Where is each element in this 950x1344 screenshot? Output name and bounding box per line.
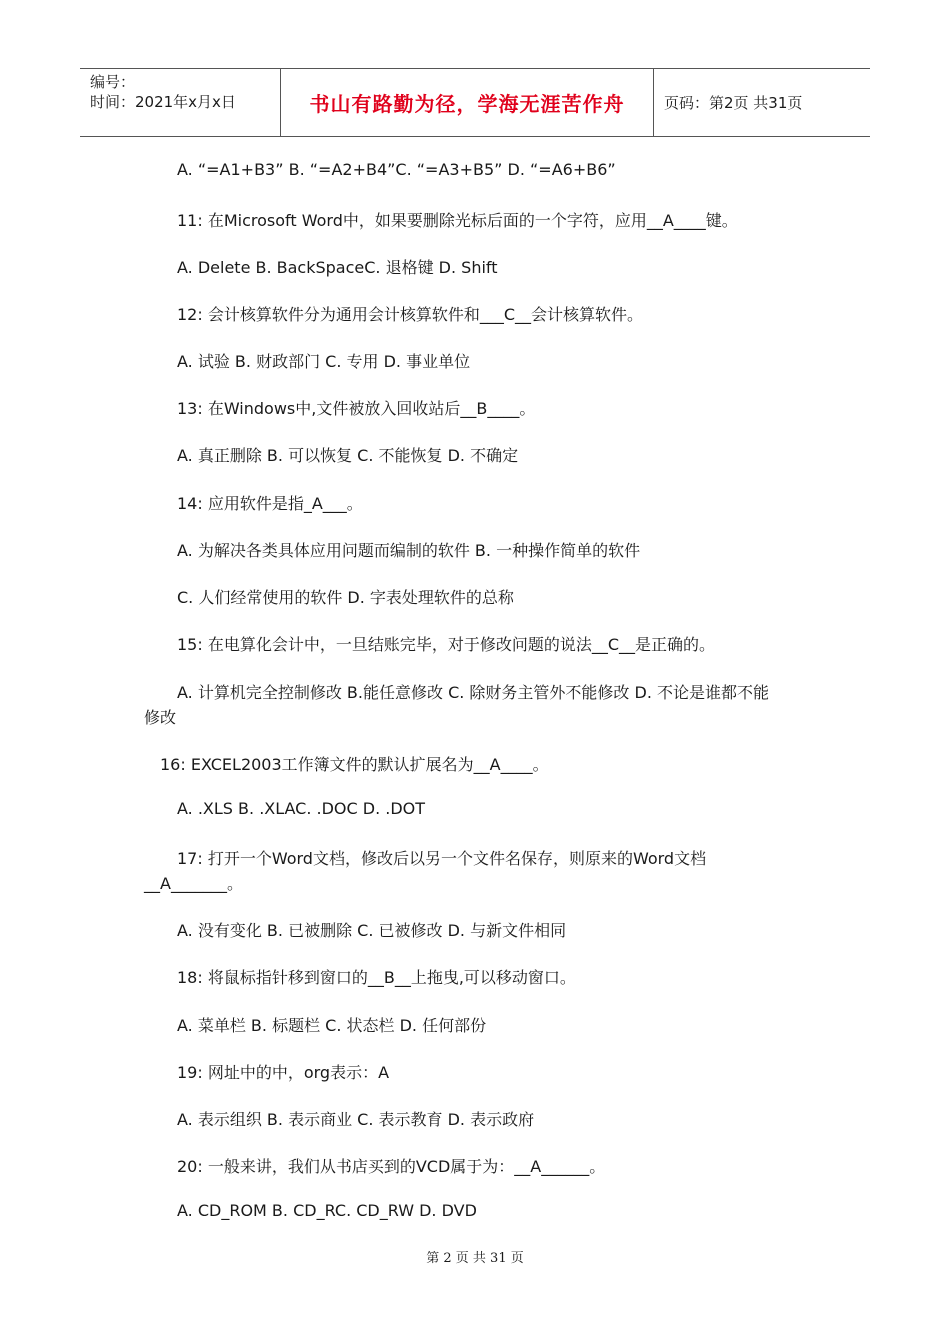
question-line: 13: 在Windows中,文件被放入回收站后__B____。 — [177, 399, 536, 418]
option-line: A. 试验 B. 财政部门 C. 专用 D. 事业单位 — [177, 352, 471, 371]
page-info: 页码：第2页 共31页 — [664, 94, 803, 112]
option-line: A. 为解决各类具体应用问题而编制的软件 B. 一种操作简单的软件 — [177, 541, 641, 560]
question-line: 19: 网址中的中，org表示：A — [177, 1063, 390, 1082]
question-line: 20: 一般来讲，我们从书店买到的VCD属于为：__A______。 — [177, 1157, 606, 1176]
option-line: A. .XLS B. .XLAC. .DOC D. .DOT — [177, 799, 426, 818]
question-line: 15: 在电算化会计中，一旦结账完毕，对于修改问题的说法__C__是正确的。 — [177, 635, 716, 654]
option-line: A. 计算机完全控制修改 B.能任意修改 C. 除财务主管外不能修改 D. 不论是谁都不能 — [177, 683, 769, 702]
page-header — [80, 68, 870, 137]
number-label: 编号： — [90, 73, 136, 91]
question-line: 14: 应用软件是指_A___。 — [177, 494, 363, 513]
question-line: 11: 在Microsoft Word中，如果要删除光标后面的一个字符，应用__A____键。 — [177, 211, 738, 230]
motto: 书山有路勤为径，学海无涯苦作舟 — [309, 92, 625, 116]
option-line: A. 真正删除 B. 可以恢复 C. 不能恢复 D. 不确定 — [177, 446, 519, 465]
question-line: 18: 将鼠标指针移到窗口的__B__上拖曳,可以移动窗口。 — [177, 968, 576, 987]
option-line: A. 菜单栏 B. 标题栏 C. 状态栏 D. 任何部份 — [177, 1016, 487, 1035]
option-line: A. CD_ROM B. CD_RC. CD_RW D. DVD — [177, 1201, 477, 1220]
question-line-continued: __A_______。 — [144, 874, 243, 893]
option-line: A. 没有变化 B. 已被删除 C. 已被修改 D. 与新文件相同 — [177, 921, 567, 940]
option-line: A. “=A1+B3” B. “=A2+B4”C. “=A3+B5” D. “=A6+B6” — [177, 160, 616, 179]
question-line: 17: 打开一个Word文档，修改后以另一个文件名保存，则原来的Word文档 — [177, 849, 707, 868]
header-page-cell — [654, 69, 870, 136]
option-line: A. 表示组织 B. 表示商业 C. 表示教育 D. 表示政府 — [177, 1110, 535, 1129]
header-motto-cell — [281, 69, 654, 136]
question-line: 16: EXCEL2003工作簿文件的默认扩展名为__A____。 — [160, 755, 549, 774]
time-label: 时间：2021年x月x日 — [90, 93, 236, 111]
option-line: C. 人们经常使用的软件 D. 字表处理软件的总称 — [177, 588, 514, 607]
option-line-continued: 修改 — [144, 708, 177, 727]
option-line: A. Delete B. BackSpaceC. 退格键 D. Shift — [177, 258, 498, 277]
header-meta — [80, 69, 281, 136]
page-footer: 第 2 页 共 31 页 — [426, 1251, 524, 1266]
question-line: 12: 会计核算软件分为通用会计核算软件和___C__会计核算软件。 — [177, 305, 644, 324]
